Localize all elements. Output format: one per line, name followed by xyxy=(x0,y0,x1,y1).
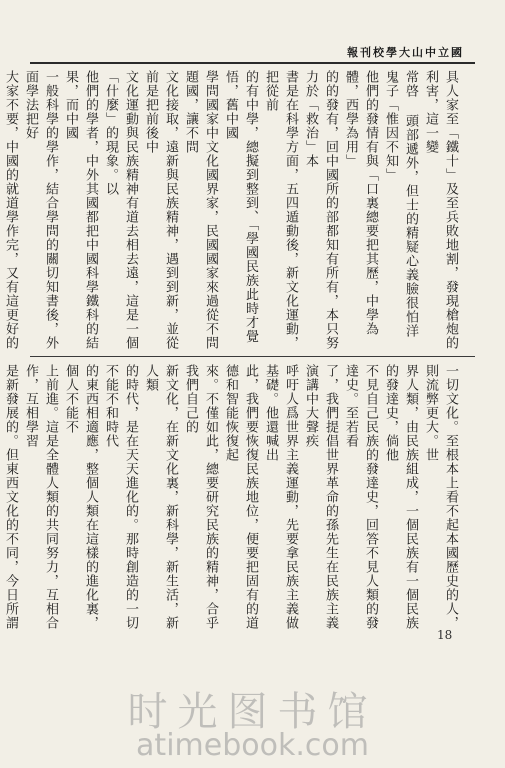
text-column: 不見自己民族的發達史，回答不見人類的發達史。至若看 xyxy=(343,364,378,630)
top-divider xyxy=(30,62,475,64)
text-column: 上前進。這是全體人類的共同努力，互相合作，互相學習 xyxy=(23,364,58,630)
top-text-block xyxy=(3,70,460,350)
text-column: 常啓 頭部遞外，但士的精疑心義臉很怕洋鬼子「惟因不知」 xyxy=(383,70,418,338)
text-column: 的有中學，總擬到整到、「學國民族此時才覺悟，舊中國 xyxy=(223,70,258,344)
text-column: 的時代，是在天天進化的。那時創造的一切不能不和時代 xyxy=(103,364,138,630)
text-column: 的東西相適應，整個人類在這樣的進化裏，個人不能不 xyxy=(63,364,98,630)
page-number: 18 xyxy=(437,628,453,642)
text-column: 文化接取，遠新與民族精神，遇到到新，並從前是把前後中 xyxy=(143,70,178,350)
text-column: 呼吁人爲世界主義運動，先要拿民族主義做基礎。他還喊出 xyxy=(263,364,298,630)
text-column: 是新發展的。但東西文化的不同，今日所謂 xyxy=(3,364,18,630)
text-column: 界人類，由民族組成，一個民族有一個民族的發達史，倘他 xyxy=(383,364,418,630)
text-column: 書是在科學方面，五四遁動後，新文化運動，把從前 xyxy=(263,70,298,350)
middle-divider xyxy=(30,356,475,357)
watermark-chinese: 时光图书馆 xyxy=(127,689,378,735)
text-column: 他們的發情有與「口裏總要把其歷，中學為體，西學為用」 xyxy=(343,70,378,336)
text-column: 新文化，在新文化裏，新科學，新生活，新人類 xyxy=(143,364,178,630)
text-column: 具人家至「鐵十」及至兵敗地割，發現槍炮的利害，這一變 xyxy=(423,70,458,350)
text-column: 的的發有，回中國所的部都知有所有，本只努力於「救治」本 xyxy=(303,70,338,350)
text-column: 學問國家中文化國界家，民國國家來過從不問題國，讓不問 xyxy=(183,70,218,350)
text-column: 了，我們提倡世界革命的孫先生在民族主義演講中大聲疾 xyxy=(303,364,338,630)
text-column: 大家不要，中國的就道學作完，又有這更好的 xyxy=(3,70,18,350)
bottom-text-block xyxy=(3,364,460,632)
text-column: 他們的學者，中外其國都把中國科學鐵科的結果，而中國 xyxy=(63,70,98,350)
text-column: 一般科學的學作，結合學問的關切知書後，外面學法把好 xyxy=(23,70,58,350)
watermark-english: atimebook.com xyxy=(136,728,369,763)
text-column: 一切文化。至根本上看不起本國歷史的人，則流弊更大。世 xyxy=(423,364,458,630)
text-column: 此，我們要恢復民族地位，便要把固有的道德和智能恢復起 xyxy=(223,364,258,630)
text-column: 來。不僅如此，總要研究民族的精神，合乎我們自己的 xyxy=(183,364,218,630)
masthead-title: 報刊校學大山中立國 xyxy=(347,44,425,64)
text-column: 文化運動與民族精神有道去相去遠，這是一個「什麼」的現象。以 xyxy=(103,70,138,350)
